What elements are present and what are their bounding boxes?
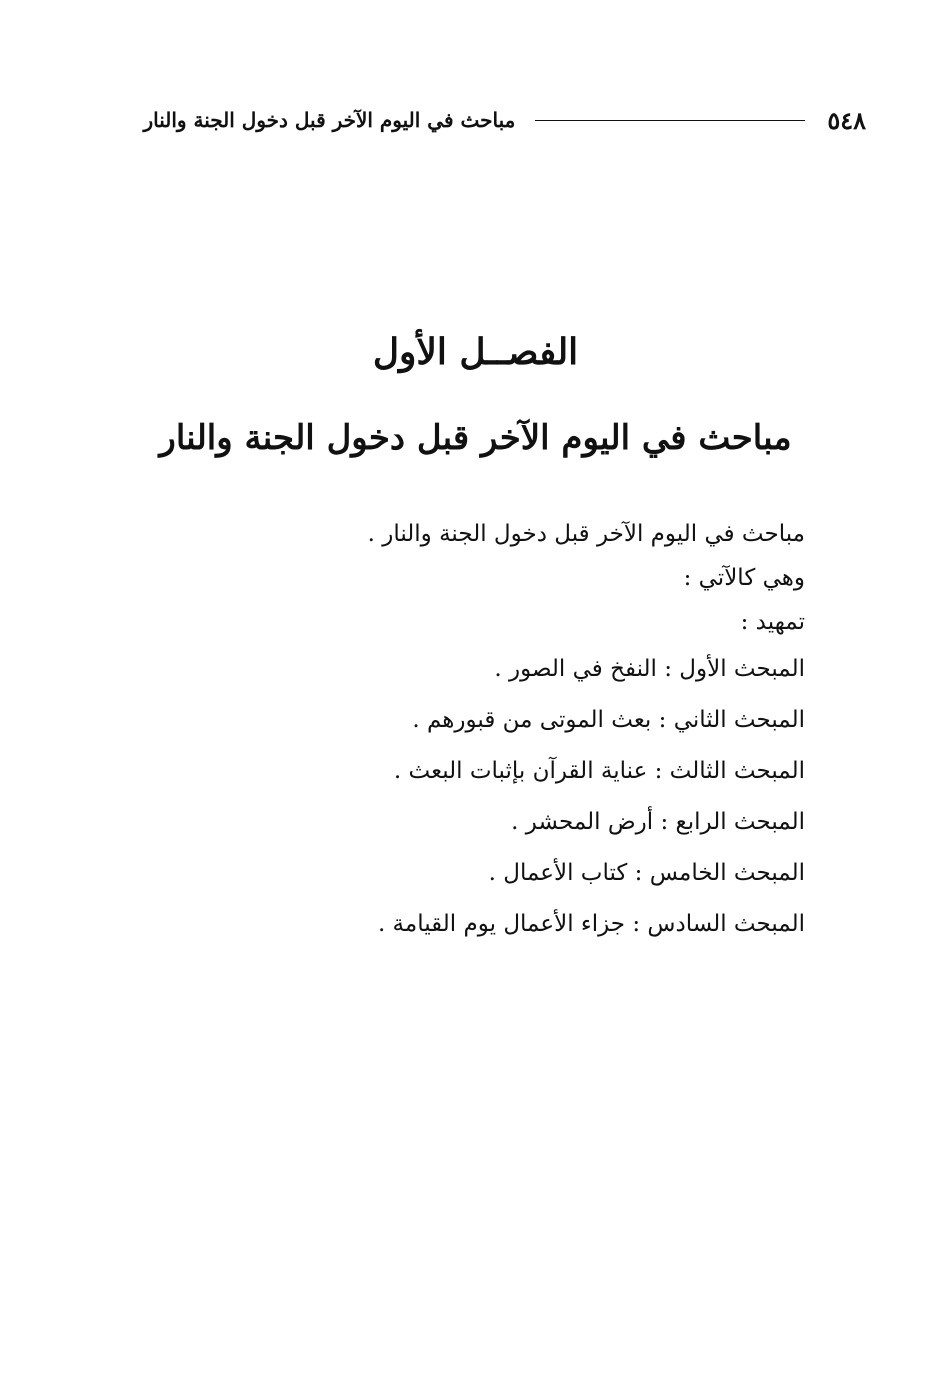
section-line: المبحث الثالث : عناية القرآن بإثبات البعث . [393,758,805,784]
section-line: المبحث الرابع : أرض المحشر . [511,809,805,835]
intro-line: وهي كالآتي : [683,565,805,591]
page-number: ٥٤٨ [827,105,866,135]
chapter-label: الفصــل الأول [372,331,579,373]
running-title: مباحث في اليوم الآخر قبل دخول الجنة والنار [143,108,516,132]
preface-line: تمهيد : [740,609,805,635]
section-line: المبحث الأول : النفخ في الصور . [494,656,805,682]
section-line: المبحث الثاني : بعث الموتى من قبورهم . [412,707,805,733]
running-header [100,100,866,140]
header-rule [535,120,805,121]
chapter-contents [300,512,805,950]
section-line: المبحث الخامس : كتاب الأعمال . [488,860,805,886]
chapter-title: مباحث في اليوم الآخر قبل دخول الجنة والنار [159,418,792,458]
intro-line: مباحث في اليوم الآخر قبل دخول الجنة والنار . [367,521,805,547]
section-line: المبحث السادس : جزاء الأعمال يوم القيامة . [377,911,805,937]
